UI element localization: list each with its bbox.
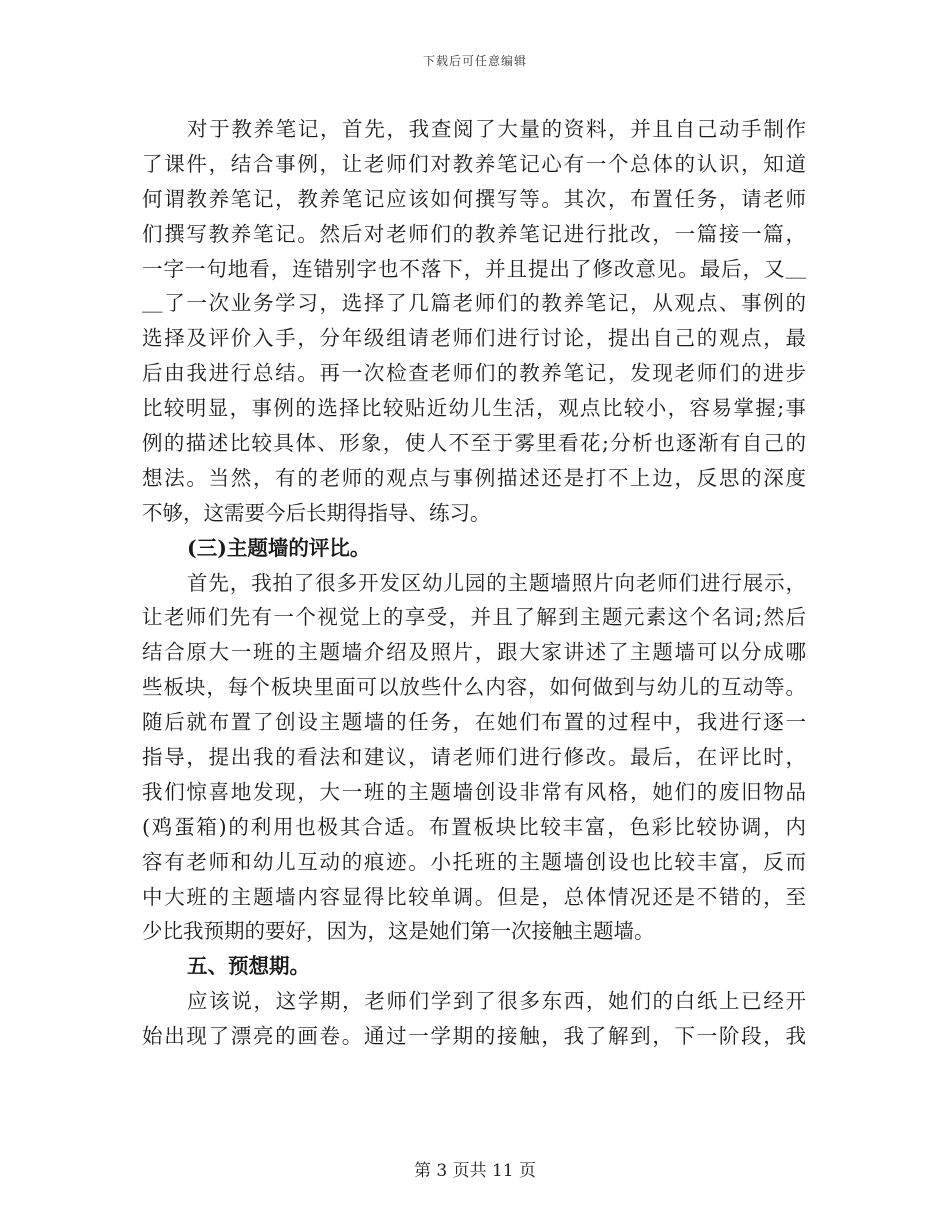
paragraph-line: 我们惊喜地发现，大一班的主题墙创设非常有风格，她们的废旧物品	[142, 779, 806, 804]
paragraph-line: 何谓教养笔记，教养笔记应该如何撰写等。其次，布置任务，请老师	[142, 186, 806, 211]
document-body	[142, 112, 806, 1054]
section-heading: 五、预想期。	[187, 954, 310, 979]
paragraph-line: 们撰写教养笔记。然后对老师们的教养笔记进行批改，一篇接一篇，	[142, 221, 806, 246]
paragraph-line: 对于教养笔记，首先，我查阅了大量的资料，并且自己动手制作	[187, 117, 806, 141]
paragraph-line: 容有老师和幼儿互动的痕迹。小托班的主题墙创设也比较丰富，反而	[142, 849, 806, 874]
paragraph-line: 应该说，这学期，老师们学到了很多东西，她们的白纸上已经开	[187, 989, 806, 1014]
paragraph-line: 些板块，每个板块里面可以放些什么内容，如何做到与幼儿的互动等。	[142, 675, 806, 700]
paragraph-line: 选择及评价入手，分年级组请老师们进行讨论，提出自己的观点，最	[142, 326, 806, 351]
paragraph-line: (鸡蛋箱)的利用也极其合适。布置板块比较丰富，色彩比较协调，内	[142, 814, 806, 839]
page-header: 下载后可任意编辑	[422, 54, 527, 68]
paragraph-line: 始出现了漂亮的画卷。通过一学期的接触，我了解到，下一阶段，我	[142, 1024, 806, 1049]
paragraph-line: 随后就布置了创设主题墙的任务，在她们布置的过程中，我进行逐一	[142, 710, 806, 735]
paragraph-line: 让老师们先有一个视觉上的享受，并且了解到主题元素这个名词;然后	[142, 605, 806, 630]
paragraph-line: 了课件，结合事例，让老师们对教养笔记心有一个总体的认识，知道	[142, 151, 806, 176]
paragraph-line: 中大班的主题墙内容显得比较单调。但是，总体情况还是不错的，至	[142, 884, 806, 909]
paragraph-line: 首先，我拍了很多开发区幼儿园的主题墙照片向老师们进行展示，	[187, 570, 806, 595]
paragraph-line: 不够，这需要今后长期得指导、练习。	[142, 500, 491, 525]
paragraph-line: 后由我进行总结。再一次检查老师们的教养笔记，发现老师们的进步	[142, 361, 806, 386]
paragraph-line: 比较明显，事例的选择比较贴近幼儿生活，观点比较小，容易掌握;事	[142, 396, 806, 421]
page-footer: 第 3 页共 11 页	[413, 1161, 537, 1181]
paragraph-line: 结合原大一班的主题墙介绍及照片，跟大家讲述了主题墙可以分成哪	[142, 640, 806, 665]
paragraph-line: 例的描述比较具体、形象，使人不至于雾里看花;分析也逐渐有自己的	[142, 431, 806, 456]
paragraph-line: 少比我预期的要好，因为，这是她们第一次接触主题墙。	[142, 919, 655, 944]
paragraph-line: ＿了一次业务学习，选择了几篇老师们的教养笔记，从观点、事例的	[142, 291, 806, 316]
paragraph-line: 指导，提出我的看法和建议，请老师们进行修改。最后，在评比时，	[142, 745, 806, 770]
paragraph-line: 一字一句地看，连错别字也不落下，并且提出了修改意见。最后，又＿	[142, 256, 806, 281]
paragraph-line: 想法。当然，有的老师的观点与事例描述还是打不上边，反思的深度	[142, 465, 806, 490]
section-heading: (三)主题墙的评比。	[187, 535, 371, 560]
